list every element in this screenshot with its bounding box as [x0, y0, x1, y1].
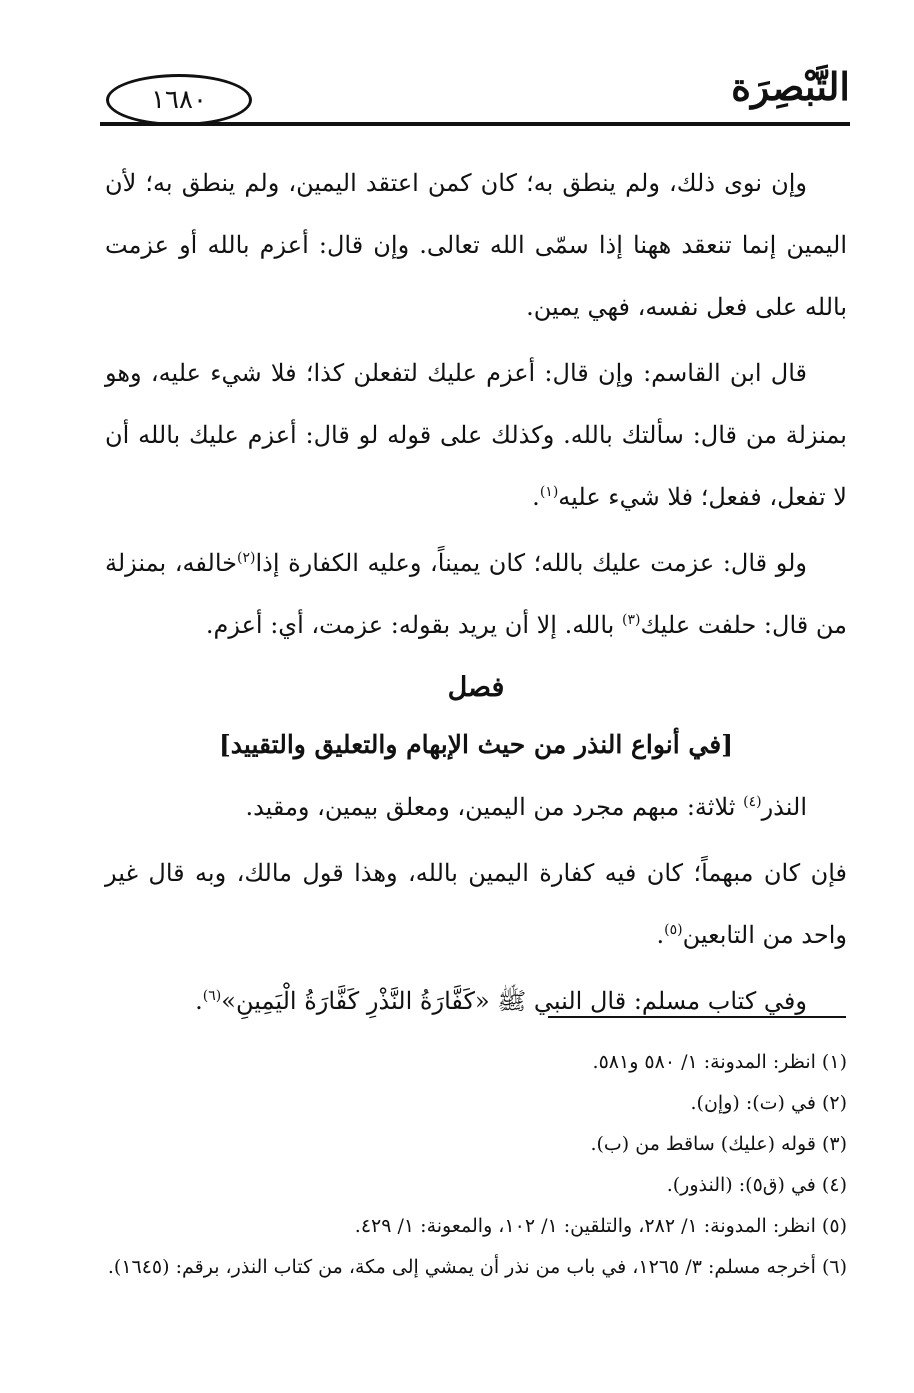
paragraph-2 — [105, 342, 847, 528]
footnote-separator — [548, 1016, 846, 1018]
paragraph-5-end: . — [656, 921, 665, 949]
paragraph-3-text-a: ولو قال: عزمت عليك بالله؛ كان يميناً، وعليه الكفارة إذا — [255, 549, 807, 577]
footnote-ref-4[interactable]: (٤) — [743, 794, 762, 810]
page-number-oval — [106, 74, 252, 126]
footnote-6: (٦) أخرجه مسلم: ٣/ ١٢٦٥، في باب من نذر أن يمشي إلى مكة، من كتاب النذر، برقم: (١٦٤٥). — [107, 1256, 847, 1278]
paragraph-5 — [105, 842, 847, 966]
page-number: ١٦٨٠ — [151, 85, 207, 115]
paragraph-6-end: . — [195, 987, 203, 1015]
footnote-ref-3[interactable]: (٣) — [621, 612, 641, 628]
footnotes — [105, 1042, 847, 1288]
paragraph-3 — [105, 532, 847, 656]
footnote-3: (٣) قوله (عليك) ساقط من (ب). — [590, 1133, 847, 1155]
section-title: فصل — [447, 672, 505, 703]
paragraph-4-text-b: ثلاثة: مبهم مجرد من اليمين، ومعلق بيمين، ومقيد. — [245, 793, 744, 821]
paragraph-3-text-b: خالفه، بمنزلة من قال: حلفت عليك — [105, 549, 847, 639]
header-rule — [100, 122, 850, 126]
paragraph-6 — [105, 970, 847, 1032]
page-header — [100, 60, 850, 130]
paragraph-3-text-c: بالله. إلا أن يريد بقوله: عزمت، أي: أعزم. — [205, 611, 622, 639]
footnote-2: (٢) في (ت): (وإن). — [690, 1092, 847, 1114]
paragraph-4 — [105, 776, 847, 838]
footnote-ref-6[interactable]: (٦) — [202, 988, 222, 1004]
paragraph-6-text: وفي كتاب مسلم: قال النبي ﷺ «كَفَّارَةُ النَّذْرِ كَفَّارَةُ الْيَمِينِ» — [221, 987, 807, 1015]
paragraph-2-text: قال ابن القاسم: وإن قال: أعزم عليك لتفعلن كذا؛ فلا شيء عليه، وهو بمنزلة من قال: سألتك بالله. وكذلك على قوله لو قال: أعزم عليك بالله أن لا تفعل، ففعل؛ فلا شيء عليه — [105, 359, 847, 511]
footnote-1: (١) انظر: المدونة: ١/ ٥٨٠ و٥٨١. — [592, 1051, 847, 1073]
book-title: التَّبْصِرَة — [731, 64, 850, 109]
paragraph-2-end: . — [532, 483, 540, 511]
footnote-5: (٥) انظر: المدونة: ١/ ٢٨٢، والتلقين: ١/ ١٠٢، والمعونة: ١/ ٤٢٩. — [354, 1215, 847, 1237]
paragraph-5-text: فإن كان مبهماً؛ كان فيه كفارة اليمين بالله، وهذا قول مالك، وبه قال غير واحد من التابعين — [105, 859, 847, 949]
footnote-4: (٤) في (ق٥): (النذور). — [666, 1174, 847, 1196]
main-text — [105, 152, 847, 1036]
footnote-ref-2[interactable]: (٢) — [237, 550, 256, 566]
paragraph-4-text-a: النذر — [761, 793, 807, 821]
footnote-ref-5[interactable]: (٥) — [664, 922, 683, 938]
paragraph-1: وإن نوى ذلك، ولم ينطق به؛ كان كمن اعتقد اليمين، ولم ينطق به؛ لأن اليمين إنما تنعقد ههنا إذا سمّى الله تعالى. وإن قال: أعزم بالله أو عزمت بالله على فعل نفسه، فهي يمين. — [105, 169, 847, 321]
footnote-ref-1[interactable]: (١) — [539, 484, 559, 500]
section-subtitle: [في أنواع النذر من حيث الإبهام والتعليق والتقييد] — [218, 730, 734, 759]
